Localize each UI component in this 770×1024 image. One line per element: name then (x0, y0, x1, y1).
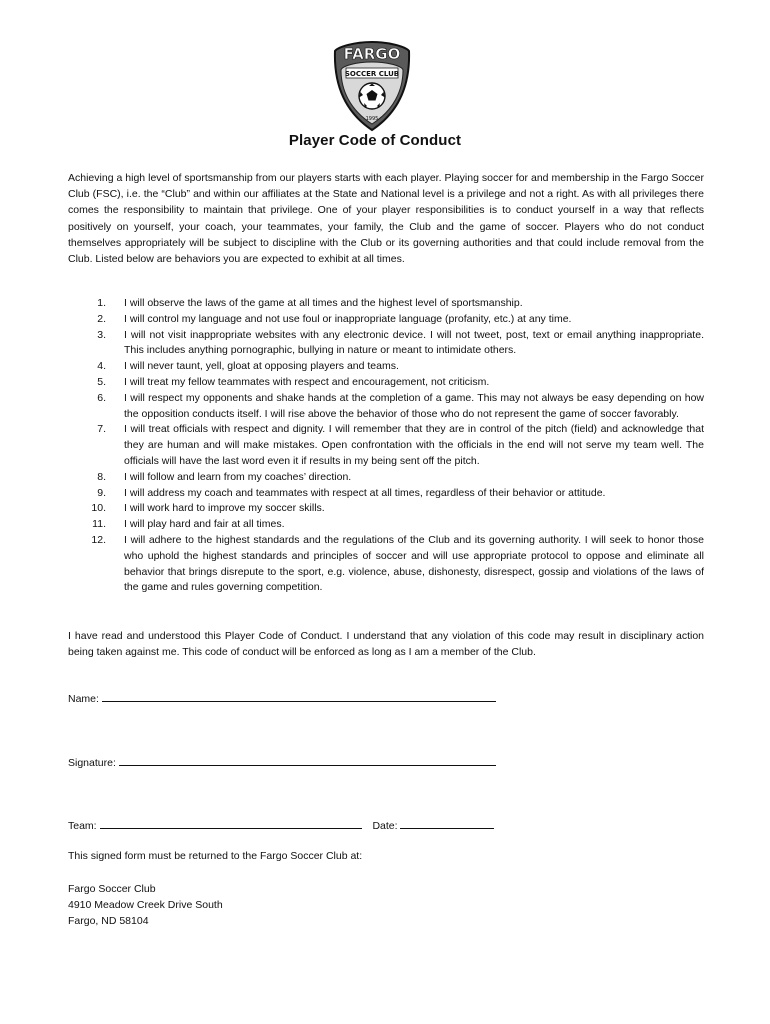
rule-text: I will control my language and not use foul or inappropriate language (profanity, etc.) at any time. (124, 312, 572, 325)
rule-item (68, 470, 704, 486)
rule-item (68, 359, 704, 375)
rule-text: I will play hard and fair at all times. (124, 518, 285, 531)
rule-number: 4. (97, 360, 106, 373)
rule-text: I will follow and learn from my coaches’ direction. (124, 470, 352, 483)
address-street: 4910 Meadow Creek Drive South (68, 899, 223, 912)
rule-number: 12. (91, 533, 106, 546)
rule-item (68, 486, 704, 502)
rule-item (68, 533, 704, 596)
team-date-field (68, 818, 494, 832)
rule-number: 10. (91, 502, 106, 515)
address-city: Fargo, ND 58104 (68, 915, 149, 928)
signature-field (68, 755, 496, 769)
rule-text: I will adhere to the highest standards and the regulations of the Club and its governing authority. I will seek to honor those who uphold the highest standards and principles of soccer and will use appropriate protocol to oppose and eliminate all behavior that brings disrepute to the sport, e.g. violence, abuse, dishonesty, disrespect, gossip and violations of the laws of the game and rules governing competition. (124, 533, 704, 594)
rule-number: 6. (97, 391, 106, 404)
return-instruction: This signed form must be returned to the Fargo Soccer Club at: (68, 850, 363, 862)
intro-paragraph (68, 170, 704, 267)
acknowledgement-paragraph: I have read and understood this Player Code of Conduct. I understand that any violation of this code may result in disciplinary action being taken against me. This code of conduct will be enforced as long as I am a member of the Club. (68, 630, 704, 659)
name-field (68, 691, 496, 705)
date-label: Date: (372, 820, 398, 832)
rule-number: 3. (97, 328, 106, 341)
crest-banner-text: SOCCER CLUB (344, 70, 400, 78)
club-address (68, 881, 223, 930)
rule-item (68, 422, 704, 469)
rule-number: 9. (97, 486, 106, 499)
crest-year-text: 1995 (365, 116, 379, 122)
rule-item (68, 312, 704, 328)
rule-text: I will not visit inappropriate websites with any electronic device. I will not tweet, post, text or email anything inappropriate. This includes anything pornographic, bullying in nature or meant to intimidate others. (124, 328, 704, 357)
rule-text: I will work hard to improve my soccer skills. (124, 502, 325, 515)
rule-text: I will treat officials with respect and dignity. I will remember that they are in control of the pitch (field) and acknowledge that they are human and will make mistakes. Open confrontation with the officials in the end will not serve my team well. The officials will have the last word even it if results in my being sent off the pitch. (124, 423, 704, 467)
team-label: Team: (68, 820, 97, 832)
rule-number: 7. (97, 423, 106, 436)
rule-text: I will respect my opponents and shake hands at the completion of a game. This may not always be easy depending on how the opposition conducts itself. I will rise above the behavior of those who do not represent the game of soccer favorably. (124, 391, 704, 420)
rule-text: I will address my coach and teammates with respect at all times, regardless of their behavior or attitude. (124, 486, 606, 499)
date-input-line[interactable] (400, 818, 494, 829)
rule-number: 5. (97, 375, 106, 388)
rule-item (68, 517, 704, 533)
intro-text: Achieving a high level of sportsmanship from our players starts with each player. Playing soccer for and membership in the Fargo Soccer Club (FSC), i.e. the “Club” and within our affiliates at the State and National level is a privilege and not a right. As with all privileges there comes the responsibility to maintain that privilege. One of your player responsibilities is to conduct yourself in a way that reflects positively on yourself, your coach, your teammates, your family, the Club and the game of soccer. Players who do not conduct themselves appropriately will be subject to discipline with the Club or its governing authorities and that could include removal from the Club. Listed below are behaviors you are expected to exhibit at all times. (68, 172, 704, 266)
name-label: Name: (68, 693, 99, 705)
document-title: Player Code of Conduct (288, 132, 462, 149)
rules-list (68, 296, 704, 596)
rule-text: I will never taunt, yell, gloat at opposing players and teams. (124, 360, 399, 373)
fargo-soccer-club-logo (332, 40, 412, 132)
rule-item (68, 391, 704, 423)
rule-item (68, 375, 704, 391)
rule-number: 1. (97, 297, 106, 309)
signature-label: Signature: (68, 757, 116, 769)
rule-text: I will observe the laws of the game at all times and the highest level of sportsmanship. (124, 297, 523, 309)
rule-number: 8. (97, 470, 106, 483)
rule-item (68, 296, 704, 312)
address-club-name: Fargo Soccer Club (68, 883, 156, 895)
rule-number: 2. (97, 312, 106, 325)
soccer-ball-icon (359, 83, 385, 109)
rule-item (68, 328, 704, 360)
rule-number: 11. (92, 518, 106, 531)
name-input-line[interactable] (102, 691, 496, 702)
crest-top-text: FARGO (343, 45, 401, 63)
team-input-line[interactable] (100, 818, 362, 829)
rule-text: I will treat my fellow teammates with respect and encouragement, not criticism. (124, 375, 490, 388)
signature-input-line[interactable] (119, 755, 496, 766)
rule-item (68, 501, 704, 517)
